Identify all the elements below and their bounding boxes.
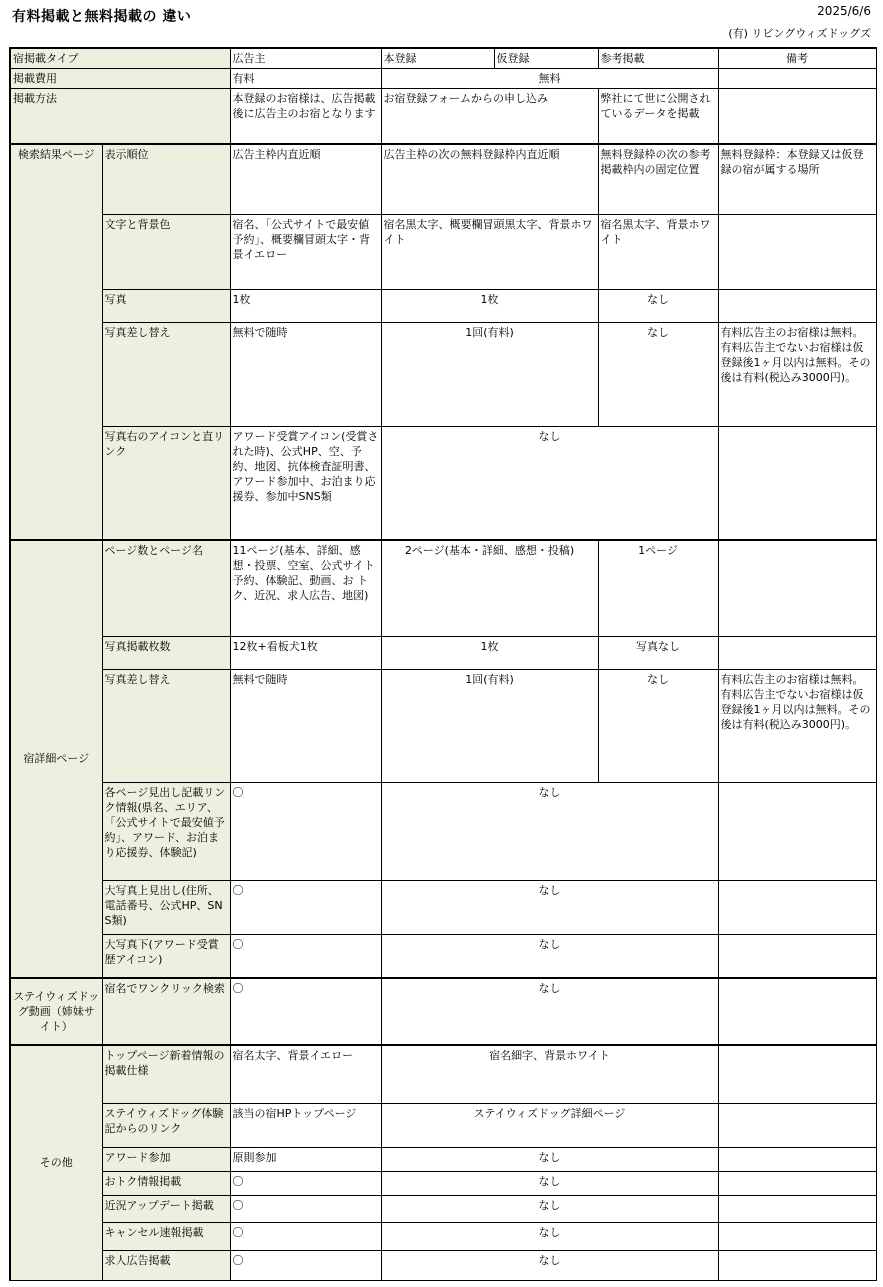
sr-text-reference: 宿名黒太字、背景ホワイト: [598, 215, 718, 290]
section-other: その他: [10, 1045, 102, 1281]
dt-swap-note: 有料広告主のお宿様は無料。有料広告主でないお宿様は仮登録後1ヶ月以内は無料。その後は有料(税込み3000円)。: [718, 670, 876, 783]
sr-order-registration: 広告主枠の次の無料登録枠内直近順: [381, 144, 598, 215]
vd-note: [718, 978, 876, 1045]
dt-heading-label: 各ページ見出し記載リンク情報(県名、エリア、「公式サイトで最安値予約」、アワード、お泊まり応援券、体験記): [102, 783, 230, 881]
comparison-table: [9, 47, 877, 1281]
section-search-results: 検索結果ページ: [10, 144, 102, 540]
sr-icon-advertiser: アワード受賞アイコン(受賞された時)、公式HP、空、予約、地図、抗体検査証明書、アワード参加中、お泊まり応援券、参加中SNS類: [230, 427, 381, 540]
col-note: 備考: [718, 48, 876, 69]
ot-deal-label: おトク情報掲載: [102, 1172, 230, 1196]
dt-swap-registration: 1回(有料): [381, 670, 598, 783]
page-title: 有料掲載と無料掲載の 違い: [12, 9, 192, 25]
dt-pages-label: ページ数とページ名: [102, 540, 230, 637]
ot-cancel-advertiser: 〇: [230, 1223, 381, 1251]
sr-order-advertiser: 広告主枠内直近順: [230, 144, 381, 215]
method-registration: お宿登録フォームからの申し込み: [381, 89, 598, 144]
ot-news-label: 近況アップデート掲載: [102, 1196, 230, 1223]
dt-heading-other: なし: [381, 783, 718, 881]
col-advertiser: 広告主: [230, 48, 381, 69]
col-temp-registration: 仮登録: [494, 48, 598, 69]
dt-bigbottom-other: なし: [381, 935, 718, 978]
dt-count-reference: 写真なし: [598, 637, 718, 670]
sr-photo-reference: なし: [598, 290, 718, 323]
dt-bigbottom-note: [718, 935, 876, 978]
dt-bigtop-advertiser: 〇: [230, 881, 381, 935]
sr-photo-note: [718, 290, 876, 323]
sr-swap-label: 写真差し替え: [102, 323, 230, 427]
sr-photo-registration: 1枚: [381, 290, 598, 323]
ot-cancel-label: キャンセル速報掲載: [102, 1223, 230, 1251]
method-note: [718, 89, 876, 144]
fee-advertiser: 有料: [230, 69, 381, 89]
section-video: ステイウィズドッグ動画（姉妹サイト）: [10, 978, 102, 1045]
sr-icon-other: なし: [381, 427, 718, 540]
fee-note: [718, 69, 876, 89]
ot-deal-note: [718, 1172, 876, 1196]
col-main-registration: 本登録: [381, 48, 494, 69]
dt-swap-advertiser: 無料で随時: [230, 670, 381, 783]
sr-text-registration: 宿名黒太字、概要欄冒頭黒太字、背景ホワイト: [381, 215, 598, 290]
sr-icon-note: [718, 427, 876, 540]
dt-heading-advertiser: 〇: [230, 783, 381, 881]
dt-swap-reference: なし: [598, 670, 718, 783]
dt-count-registration: 1枚: [381, 637, 598, 670]
fee-free: 無料: [381, 69, 718, 89]
vd-label: 宿名でワンクリック検索: [102, 978, 230, 1045]
dt-count-advertiser: 12枚+看板犬1枚: [230, 637, 381, 670]
company-name: (有) リビングウィズドッグズ: [728, 27, 871, 40]
sr-photo-advertiser: 1枚: [230, 290, 381, 323]
sr-swap-reference: なし: [598, 323, 718, 427]
sr-photo-label: 写真: [102, 290, 230, 323]
dt-bigbottom-label: 大写真下(アワード受賞歴アイコン): [102, 935, 230, 978]
ot-deal-advertiser: 〇: [230, 1172, 381, 1196]
dt-bigtop-label: 大写真上見出し(住所、電話番号、公式HP、SNS類): [102, 881, 230, 935]
sr-swap-advertiser: 無料で随時: [230, 323, 381, 427]
sr-order-reference: 無料登録枠の次の参考掲載枠内の固定位置: [598, 144, 718, 215]
method-advertiser: 本登録のお宿様は、広告掲載後に広告主のお宿となります: [230, 89, 381, 144]
vd-advertiser: 〇: [230, 978, 381, 1045]
dt-count-label: 写真掲載枚数: [102, 637, 230, 670]
vd-other: なし: [381, 978, 718, 1045]
ot-link-note: [718, 1104, 876, 1148]
ot-job-note: [718, 1251, 876, 1281]
dt-pages-reference: 1ページ: [598, 540, 718, 637]
ot-job-advertiser: 〇: [230, 1251, 381, 1281]
ot-cancel-note: [718, 1223, 876, 1251]
ot-top-advertiser: 宿名太字、背景イエロー: [230, 1045, 381, 1104]
ot-deal-other: なし: [381, 1172, 718, 1196]
type-header-label: 宿掲載タイプ: [10, 48, 230, 69]
col-reference: 参考掲載: [598, 48, 718, 69]
ot-news-other: なし: [381, 1196, 718, 1223]
ot-job-other: なし: [381, 1251, 718, 1281]
ot-award-other: なし: [381, 1148, 718, 1172]
ot-link-advertiser: 該当の宿HPトップページ: [230, 1104, 381, 1148]
dt-bigbottom-advertiser: 〇: [230, 935, 381, 978]
sr-order-label: 表示順位: [102, 144, 230, 215]
section-detail-page: 宿詳細ページ: [10, 540, 102, 978]
ot-job-label: 求人広告掲載: [102, 1251, 230, 1281]
dt-bigtop-note: [718, 881, 876, 935]
ot-top-note: [718, 1045, 876, 1104]
dt-pages-registration: 2ページ(基本・詳細、感想・投稿): [381, 540, 598, 637]
sr-swap-note: 有料広告主のお宿様は無料。有料広告主でないお宿様は仮登録後1ヶ月以内は無料。その後は有料(税込み3000円)。: [718, 323, 876, 427]
fee-label: 掲載費用: [10, 69, 230, 89]
ot-top-label: トップページ新着情報の掲載仕様: [102, 1045, 230, 1104]
ot-top-other: 宿名細字、背景ホワイト: [381, 1045, 718, 1104]
dt-bigtop-other: なし: [381, 881, 718, 935]
sr-order-note: 無料登録枠：本登録又は仮登録の宿が属する場所: [718, 144, 876, 215]
ot-award-advertiser: 原則参加: [230, 1148, 381, 1172]
ot-award-label: アワード参加: [102, 1148, 230, 1172]
ot-cancel-other: なし: [381, 1223, 718, 1251]
dt-swap-label: 写真差し替え: [102, 670, 230, 783]
method-reference: 弊社にて世に公開されているデータを掲載: [598, 89, 718, 144]
ot-link-other: ステイウィズドッグ詳細ページ: [381, 1104, 718, 1148]
dt-pages-note: [718, 540, 876, 637]
dt-count-note: [718, 637, 876, 670]
sr-text-note: [718, 215, 876, 290]
method-label: 掲載方法: [10, 89, 230, 144]
document-date: 2025/6/6: [817, 4, 871, 18]
dt-pages-advertiser: 11ページ(基本、詳細、感想・投票、空室、公式サイト予約、体験記、動画、お トク、近況、求人広告、地図): [230, 540, 381, 637]
sr-text-advertiser: 宿名、「公式サイトで最安値予約」、概要欄冒頭太字・背景イエロー: [230, 215, 381, 290]
ot-news-note: [718, 1196, 876, 1223]
ot-link-label: ステイウィズドッグ体験記からのリンク: [102, 1104, 230, 1148]
sr-swap-registration: 1回(有料): [381, 323, 598, 427]
sr-icon-label: 写真右のアイコンと直リンク: [102, 427, 230, 540]
ot-award-note: [718, 1148, 876, 1172]
sr-text-label: 文字と背景色: [102, 215, 230, 290]
ot-news-advertiser: 〇: [230, 1196, 381, 1223]
dt-heading-note: [718, 783, 876, 881]
